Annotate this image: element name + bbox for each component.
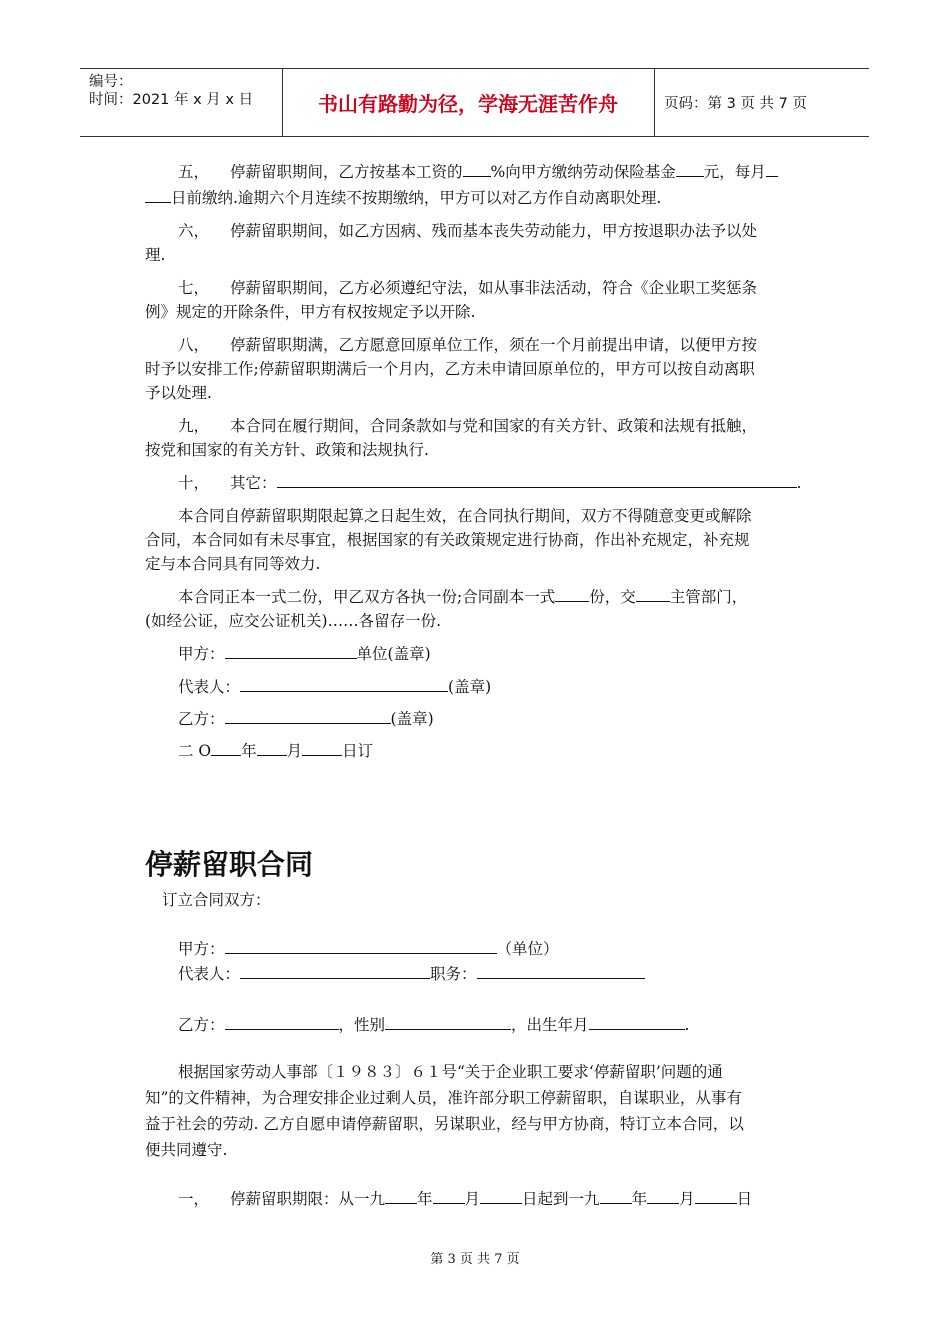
contract-parties: 订立合同双方： <box>162 891 271 909</box>
party-b-field[interactable] <box>225 1014 339 1030</box>
party-b-field[interactable] <box>225 708 391 724</box>
blank-field[interactable] <box>695 1188 737 1204</box>
representative-field[interactable] <box>240 963 430 979</box>
header-motto: 书山有路勤为径，学海无涯苦作舟 <box>318 92 618 116</box>
copies-line-2: (如经公证，应交公证机关)……各留存一份. <box>145 612 442 630</box>
clause-9-line-1: 九， 本合同在履行期间，合同条款如与党和国家的有关方针、政策和法规有抵触， <box>178 417 758 435</box>
contract-title: 停薪留职合同 <box>145 848 314 881</box>
header-divider <box>654 69 655 136</box>
contract-party-a: 甲方： （单位） <box>178 940 559 958</box>
blank-field[interactable] <box>480 1188 522 1204</box>
signature-date: 二 O 年 月 日订 <box>178 742 374 760</box>
contract-clause-1: 一， 停薪留职期限：从一九 年 月 日起到一九 年 月 日 <box>178 1190 753 1208</box>
representative-field[interactable] <box>240 676 448 692</box>
header-number: 编号： <box>89 74 133 90</box>
contract-party-b: 乙方： ，性别 ，出生年月 . <box>178 1016 690 1034</box>
effect-line-1: 本合同自停薪留职期限起算之日起生效，在合同执行期间，双方不得随意变更或解除 <box>178 507 752 525</box>
clause-8-line-1: 八， 停薪留职期满，乙方愿意回原单位工作，须在一个月前提出申请，以便甲方按 <box>178 336 758 354</box>
effect-line-3: 定与本合同具有同等效力. <box>145 555 321 573</box>
clause-6-line-1: 六， 停薪留职期间，如乙方因病、残而基本丧失劳动能力，甲方按退职办法予以处 <box>178 222 758 240</box>
page-footer: 第 3 页 共 7 页 <box>430 1252 520 1267</box>
clause-9-line-2: 按党和国家的有关方针、政策和法规执行. <box>145 441 429 459</box>
party-a-field[interactable] <box>225 938 497 954</box>
blank-field[interactable] <box>600 1188 632 1204</box>
header-time: 时间：2021 年 x 月 x 日 <box>89 92 254 108</box>
clause-7-line-2: 例》规定的开除条件，甲方有权按规定予以开除. <box>145 303 476 321</box>
effect-line-2: 合同，本合同如有未尽事宜，根据国家的有关政策规定进行协商，作出补充规定，补充规 <box>145 531 750 549</box>
other-terms-field[interactable] <box>277 472 797 488</box>
gender-field[interactable] <box>385 1014 511 1030</box>
copies-line-1: 本合同正本一式二份，甲乙双方各执一份;合同副本一式 份，交 主管部门， <box>178 588 748 606</box>
blank-field[interactable] <box>647 1188 679 1204</box>
blank-field[interactable] <box>676 161 704 177</box>
header-page-number: 页码：第 3 页 共 7 页 <box>664 96 807 112</box>
post-field[interactable] <box>477 963 645 979</box>
signature-representative: 代表人： (盖章) <box>178 678 492 696</box>
day-field[interactable] <box>302 740 342 756</box>
signature-party-b: 乙方： (盖章) <box>178 710 434 728</box>
intro-line-3: 益于社会的劳动. 乙方自愿申请停薪留职，另谋职业，经与甲方协商，特订立本合同，以 <box>145 1115 744 1133</box>
blank-field[interactable] <box>433 1188 465 1204</box>
intro-line-1: 根据国家劳动人事部〔１９８３〕６１号“关于企业职工要求‘停薪留职’问题的通 <box>178 1063 723 1081</box>
clause-8-line-2: 时予以安排工作;停薪留职期满后一个月内，乙方未申请回原单位的，甲方可以按自动离职 <box>145 360 755 378</box>
blank-field[interactable] <box>636 586 670 602</box>
clause-5-line-2: 日前缴纳.逾期六个月连续不按期缴纳，甲方可以对乙方作自动离职处理. <box>145 186 661 208</box>
party-a-field[interactable] <box>225 643 357 659</box>
intro-line-2: 知”的文件精神，为合理安排企业过剩人员，准许部分职工停薪留职，自谋职业，从事有 <box>145 1089 742 1107</box>
blank-field[interactable] <box>385 1188 417 1204</box>
blank-field[interactable] <box>145 187 171 203</box>
page-header <box>80 68 869 137</box>
month-field[interactable] <box>257 740 287 756</box>
birth-field[interactable] <box>589 1014 685 1030</box>
intro-line-4: 便共同遵守. <box>145 1141 228 1159</box>
signature-party-a: 甲方： 单位(盖章) <box>178 645 431 663</box>
blank-field[interactable] <box>766 161 778 177</box>
header-meta <box>89 73 279 109</box>
clause-6-line-2: 理. <box>145 246 166 264</box>
year-field[interactable] <box>211 740 241 756</box>
clause-7-line-1: 七， 停薪留职期间，乙方必须遵纪守法，如从事非法活动，符合《企业职工奖惩条 <box>178 279 758 297</box>
contract-representative: 代表人： 职务： <box>178 962 645 984</box>
clause-10: 十， 其它： . <box>178 474 802 492</box>
clause-8-line-3: 予以处理. <box>145 384 212 402</box>
blank-field[interactable] <box>463 161 491 177</box>
blank-field[interactable] <box>555 586 589 602</box>
clause-5-line-1: 五， 停薪留职期间，乙方按基本工资的 %向甲方缴纳劳动保险基金 元，每月 <box>178 160 778 182</box>
